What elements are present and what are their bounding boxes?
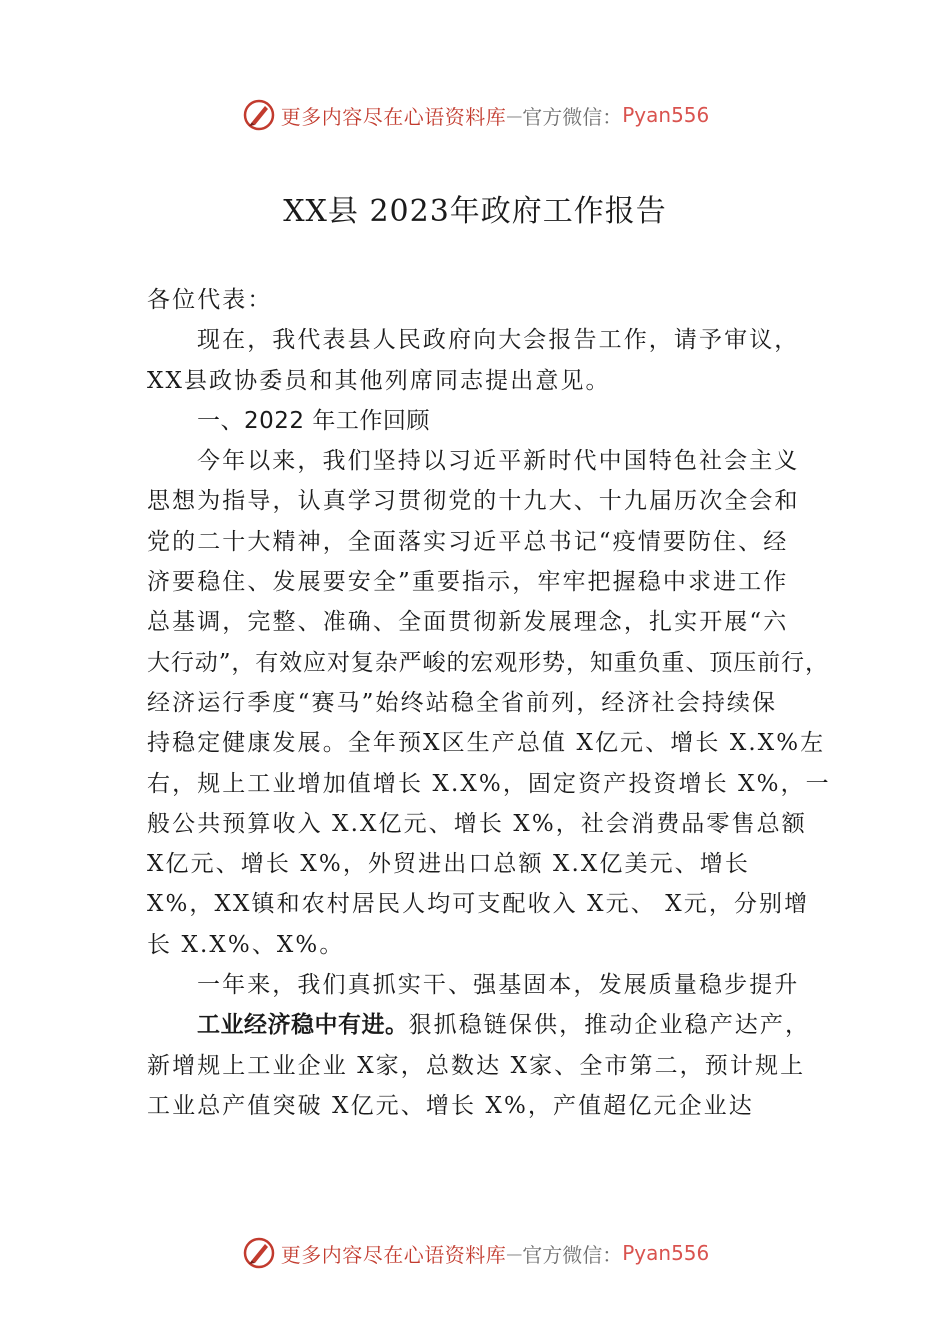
paragraph-line: X亿元、增长 X%，外贸进出口总额 X.X亿美元、增长: [147, 851, 750, 878]
banner-text: 更多内容尽在心语资料库: [280, 1242, 507, 1267]
paragraph-line: 济要稳住、发展要安全”重要指示，牢牢把握稳中求进工作: [147, 569, 789, 596]
paragraph-line: 长 X.X%、X%。: [147, 931, 345, 958]
salutation: 各位代表：: [147, 287, 273, 313]
banner-wechat-id: Pyan556: [622, 1241, 710, 1265]
paragraph-line: 总基调，完整、准确、全面贯彻新发展理念，扎实开展“六: [147, 609, 789, 636]
paragraph-line: 党的二十大精神，全面落实习近平总书记“疫情要防住、经: [147, 528, 789, 555]
paragraph-line: 新增规上工业企业 X家，总数达 X家、全市第二，预计规上: [147, 1052, 806, 1079]
paragraph-line: 今年以来，我们坚持以习近平新时代中国特色社会主义: [197, 448, 800, 475]
paragraph-line: 经济运行季度“赛马”始终站稳全省前列，经济社会持续保: [147, 689, 778, 716]
banner-text: 更多内容尽在心语资料库: [280, 104, 507, 129]
paragraph-line: 思想为指导，认真学习贯彻党的十九大、十九届历次全会和: [147, 488, 800, 515]
paragraph-line: X%，XX镇和农村居民人均可支配收入 X元、 X元，分别增: [147, 891, 810, 918]
pen-logo-icon: [241, 1235, 277, 1271]
paragraph-line: 持稳定健康发展。全年预X区生产总值 X亿元、增长 X.X%左: [147, 730, 826, 757]
footer-banner: [0, 1233, 950, 1273]
industry-heading: 工业经济稳中有进。: [197, 1012, 409, 1039]
paragraph-line: 右，规上工业增加值增长 X.X%，固定资产投资增长 X%，一: [147, 770, 831, 797]
paragraph-line: 现在，我代表县人民政府向大会报告工作，请予审议，: [197, 327, 800, 354]
document-body: [147, 280, 837, 1126]
pen-logo-icon: [241, 97, 277, 133]
paragraph-line: 工业总产值突破 X亿元、增长 X%，产值超亿元企业达: [147, 1092, 754, 1119]
document-title: XX县 2023年政府工作报告: [283, 194, 667, 229]
paragraph-line: 大行动”，有效应对复杂严峻的宏观形势，知重负重、顶压前行，: [147, 649, 829, 676]
paragraph-line: 一年来，我们真抓实干、强基固本，发展质量稳步提升: [197, 972, 800, 999]
paragraph-line: [147, 1005, 837, 1045]
industry-text: 狠抓稳链保供，推动企业稳产达产，: [408, 1012, 811, 1039]
banner-dash: —: [506, 105, 523, 125]
banner-dash: —: [506, 1243, 523, 1263]
banner-wechat-label: 官方微信：: [522, 104, 623, 129]
banner-wechat-label: 官方微信：: [522, 1242, 623, 1267]
section-heading: 一、2022 年工作回顾: [197, 407, 430, 434]
header-banner: [0, 95, 950, 135]
paragraph-line: 般公共预算收入 X.X亿元、增长 X%，社会消费品零售总额: [147, 810, 807, 837]
banner-wechat-id: Pyan556: [622, 103, 710, 127]
paragraph-line: XX县政协委员和其他列席同志提出意见。: [147, 367, 611, 394]
